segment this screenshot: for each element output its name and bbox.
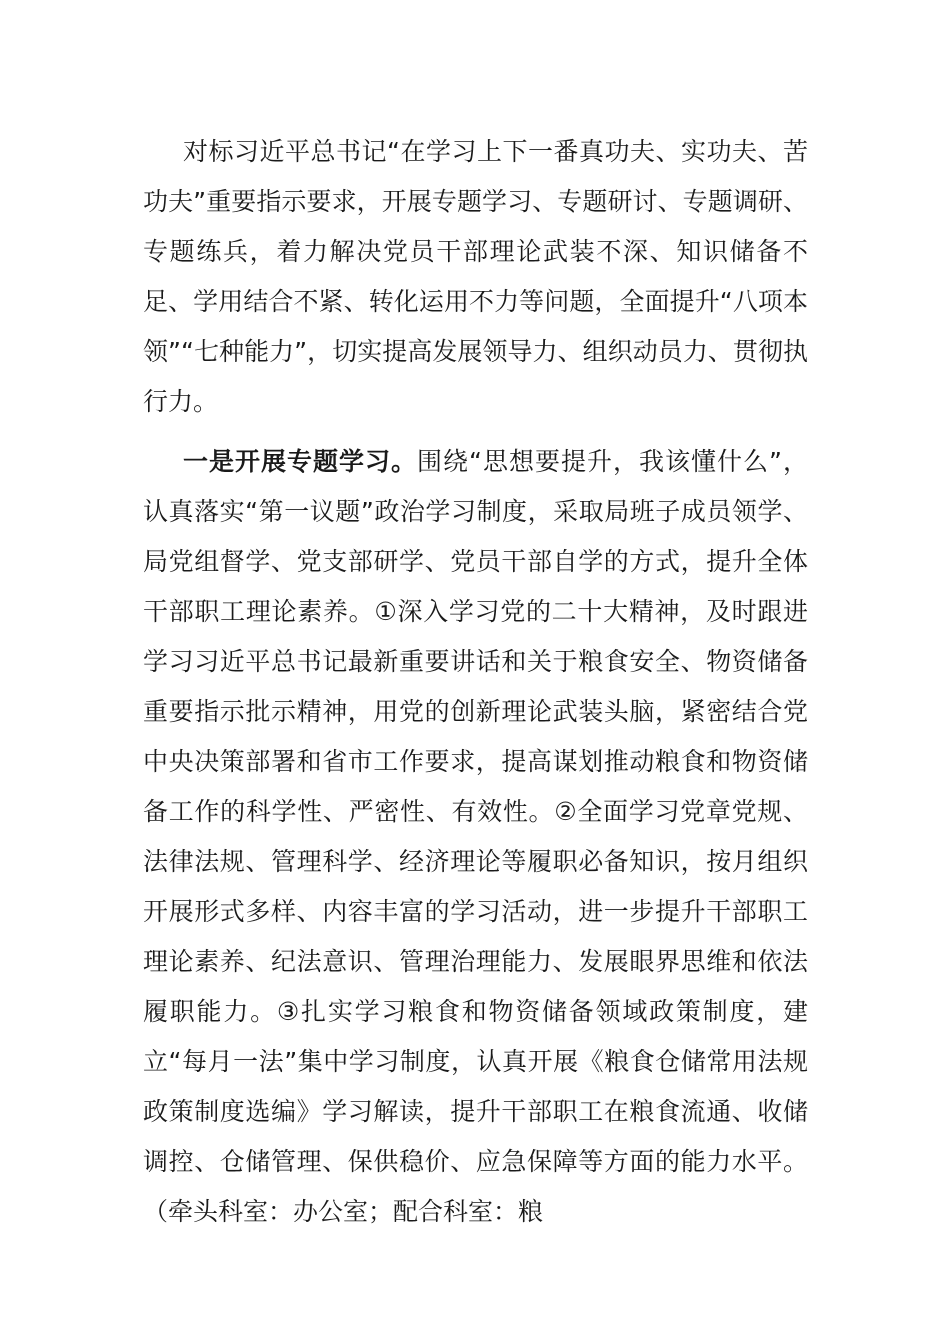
intro-paragraph [143,127,808,427]
section-paragraph-study [143,437,808,1237]
document-body [143,127,808,1237]
section-paragraph-text: 围绕“思想要提升，我该懂什么”，认真落实“第一议题”政治学习制度，采取局班子成员领学、局党组督学、党支部研学、党员干部自学的方式，提升全体干部职工理论素养。①深入学习党的二十大精神，及时跟进学习习近平总书记最新重要讲话和关于粮食安全、物资储备重要指示批示精神，用党的创新理论武装头脑，紧密结合党中央决策部署和省市工作要求，提高谋划推动粮食和物资储备工作的科学性、严密性、有效性。②全面学习党章党规、法律法规、管理科学、经济理论等履职必备知识，按月组织开展形式多样、内容丰富的学习活动，进一步提升干部职工理论素养、纪法意识、管理治理能力、发展眼界思维和依法履职能力。③扎实学习粮食和物资储备领域政策制度，建立“每月一法”集中学习制度，认真开展《粮食仓储常用法规政策制度选编》学习解读，提升干部职工在粮食流通、收储调控、仓储管理、保供稳价、应急保障等方面的能力水平。（牵头科室：办公室；配合科室：粮 [143,447,808,1226]
intro-paragraph-text: 对标习近平总书记“在学习上下一番真功夫、实功夫、苦功夫”重要指示要求，开展专题学习、专题研讨、专题调研、专题练兵，着力解决党员干部理论武装不深、知识储备不足、学用结合不紧、转化运用不力等问题，全面提升“八项本领”“七种能力”，切实提高发展领导力、组织动员力、贯彻执行力。 [143,137,808,416]
section-lead-heading: 一是开展专题学习。 [183,447,418,476]
